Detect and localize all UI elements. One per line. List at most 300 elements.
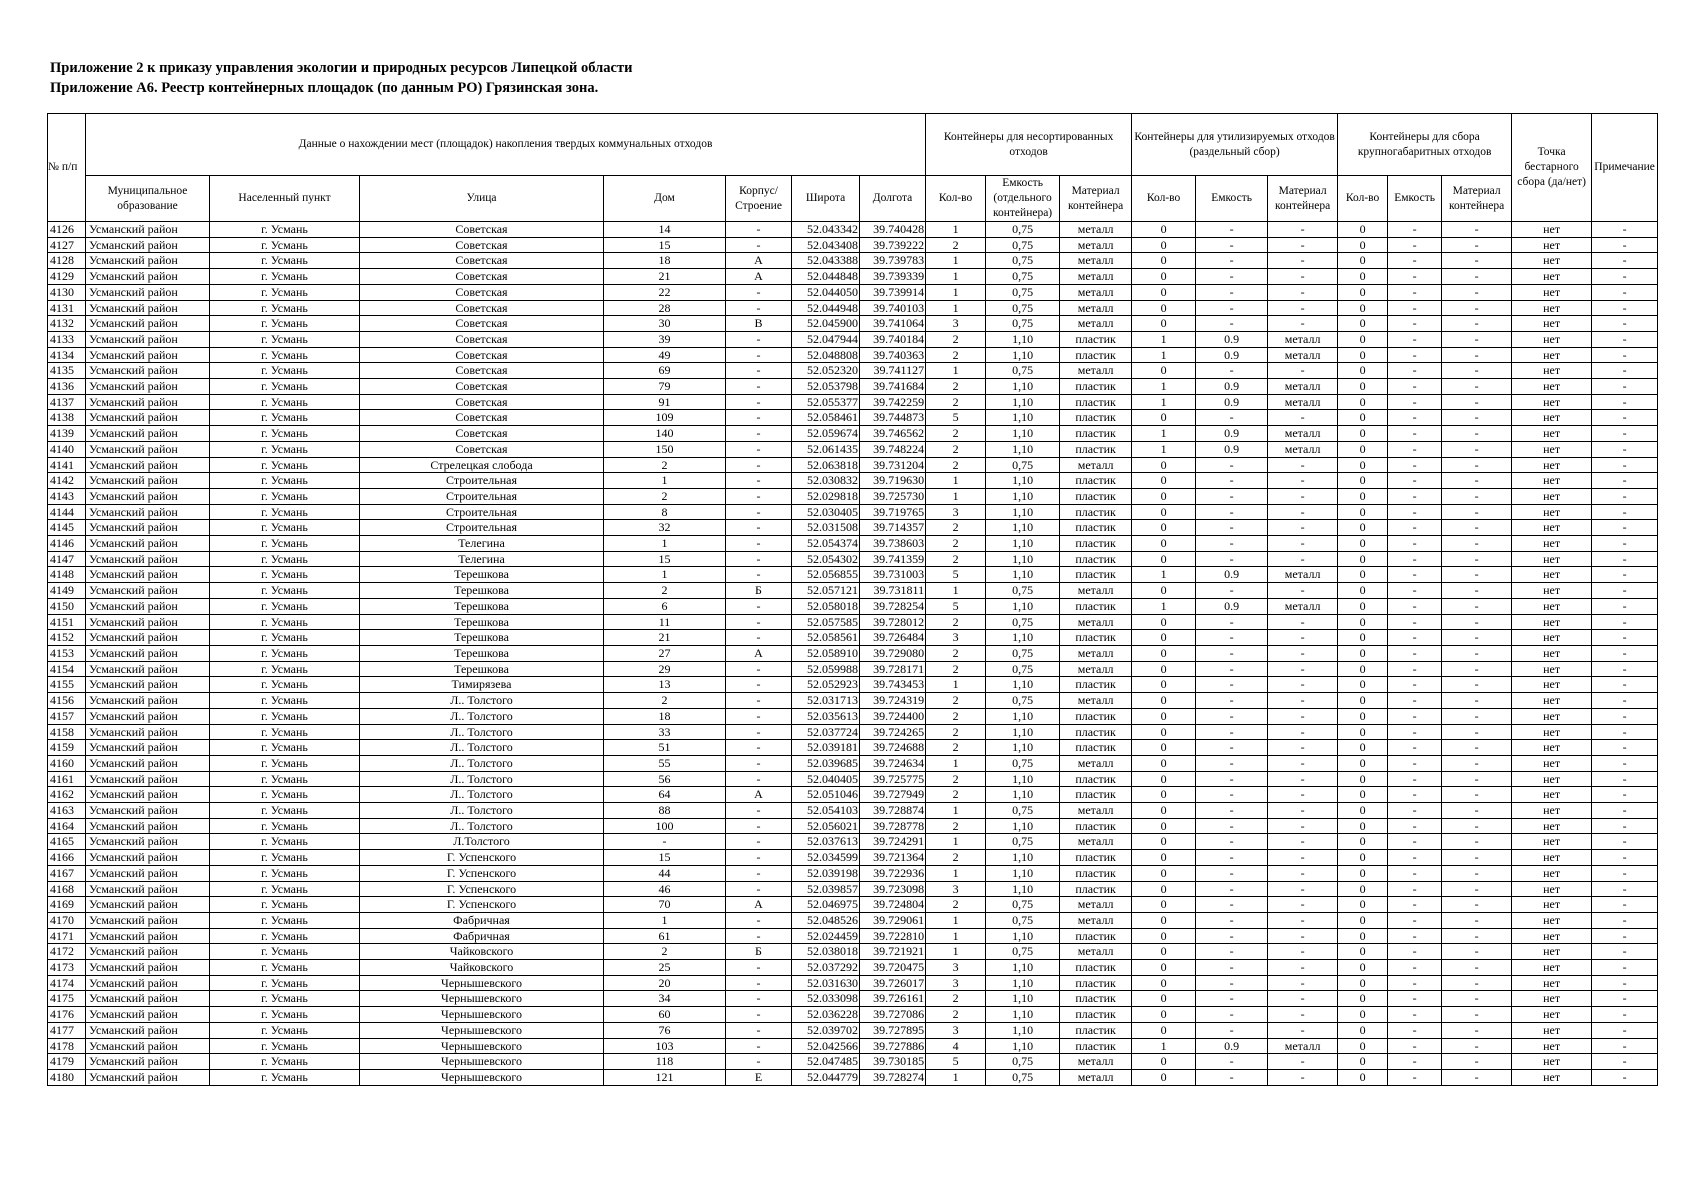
cell-recycled-count: 0	[1132, 881, 1196, 897]
table-row	[48, 426, 1658, 442]
cell-recycled-material: металл	[1268, 331, 1338, 347]
table-row	[48, 677, 1658, 693]
cell-lat: 52.063818	[792, 457, 860, 473]
cell-unsorted-count: 1	[926, 300, 986, 316]
cell-num: 4162	[48, 787, 86, 803]
cell-lon: 39.740184	[860, 331, 926, 347]
cell-num: 4129	[48, 269, 86, 285]
cell-recycled-count: 0	[1132, 316, 1196, 332]
cell-lon: 39.724634	[860, 755, 926, 771]
cell-recycled-material: -	[1268, 771, 1338, 787]
cell-bulky-count: 0	[1338, 771, 1388, 787]
cell-bulky-capacity: -	[1388, 912, 1442, 928]
cell-bulky-count: 0	[1338, 394, 1388, 410]
cell-bulky-material: -	[1442, 598, 1512, 614]
cell-recycled-count: 0	[1132, 473, 1196, 489]
cell-lon: 39.730185	[860, 1054, 926, 1070]
cell-recycled-capacity: 0.9	[1196, 1038, 1268, 1054]
table-row	[48, 912, 1658, 928]
cell-bulky-count: 0	[1338, 708, 1388, 724]
cell-settlement: г. Усмань	[210, 724, 360, 740]
cell-bulky-capacity: -	[1388, 379, 1442, 395]
cell-lon: 39.746562	[860, 426, 926, 442]
cell-lat: 52.039685	[792, 755, 860, 771]
cell-num: 4132	[48, 316, 86, 332]
cell-note: -	[1592, 944, 1658, 960]
table-row	[48, 473, 1658, 489]
cell-note: -	[1592, 881, 1658, 897]
cell-unsorted-capacity: 1,10	[986, 426, 1060, 442]
cell-unsorted-count: 2	[926, 457, 986, 473]
cell-settlement: г. Усмань	[210, 881, 360, 897]
cell-lon: 39.724804	[860, 897, 926, 913]
cell-recycled-count: 0	[1132, 237, 1196, 253]
cell-recycled-count: 0	[1132, 1069, 1196, 1085]
cell-unsorted-capacity: 0,75	[986, 912, 1060, 928]
cell-recycled-capacity: -	[1196, 897, 1268, 913]
cell-lat: 52.039198	[792, 865, 860, 881]
table-row	[48, 331, 1658, 347]
cell-lat: 52.059988	[792, 661, 860, 677]
cell-municipality: Усманский район	[86, 473, 210, 489]
cell-bulky-count: 0	[1338, 661, 1388, 677]
cell-unsorted-material: пластик	[1060, 473, 1132, 489]
cell-bulky-capacity: -	[1388, 661, 1442, 677]
cell-house: 2	[604, 693, 726, 709]
cell-house: 121	[604, 1069, 726, 1085]
cell-building: -	[726, 504, 792, 520]
cell-bulky-material: -	[1442, 630, 1512, 646]
cell-building: А	[726, 897, 792, 913]
cell-recycled-capacity: -	[1196, 645, 1268, 661]
cell-bulky-material: -	[1442, 536, 1512, 552]
cell-recycled-material: -	[1268, 284, 1338, 300]
table-row	[48, 567, 1658, 583]
cell-bulky-count: 0	[1338, 473, 1388, 489]
cell-recycled-count: 0	[1132, 661, 1196, 677]
table-row	[48, 881, 1658, 897]
cell-note: -	[1592, 457, 1658, 473]
cell-bulky-count: 0	[1338, 897, 1388, 913]
cell-bulky-capacity: -	[1388, 457, 1442, 473]
cell-unsorted-capacity: 1,10	[986, 473, 1060, 489]
cell-recycled-material: -	[1268, 897, 1338, 913]
cell-lat: 52.043388	[792, 253, 860, 269]
cell-lon: 39.728171	[860, 661, 926, 677]
cell-unsorted-count: 1	[926, 363, 986, 379]
cell-settlement: г. Усмань	[210, 740, 360, 756]
cell-recycled-count: 0	[1132, 614, 1196, 630]
cell-note: -	[1592, 630, 1658, 646]
cell-lat: 52.052320	[792, 363, 860, 379]
cell-recycled-capacity: -	[1196, 614, 1268, 630]
cell-settlement: г. Усмань	[210, 426, 360, 442]
cell-recycled-material: металл	[1268, 567, 1338, 583]
cell-settlement: г. Усмань	[210, 488, 360, 504]
cell-house: 14	[604, 222, 726, 238]
cell-house: 150	[604, 441, 726, 457]
cell-house: 64	[604, 787, 726, 803]
cell-recycled-material: -	[1268, 740, 1338, 756]
cell-unsorted-capacity: 1,10	[986, 504, 1060, 520]
cell-settlement: г. Усмань	[210, 912, 360, 928]
cell-recycled-capacity: -	[1196, 300, 1268, 316]
cell-lat: 52.052923	[792, 677, 860, 693]
cell-unsorted-material: пластик	[1060, 881, 1132, 897]
cell-recycled-material: -	[1268, 1007, 1338, 1023]
cell-unsorted-count: 3	[926, 630, 986, 646]
cell-settlement: г. Усмань	[210, 551, 360, 567]
cell-recycled-capacity: 0.9	[1196, 426, 1268, 442]
cell-lat: 52.058018	[792, 598, 860, 614]
cell-unsorted-count: 2	[926, 661, 986, 677]
cell-recycled-capacity: -	[1196, 960, 1268, 976]
cell-recycled-material: -	[1268, 755, 1338, 771]
cell-recycled-count: 0	[1132, 912, 1196, 928]
cell-municipality: Усманский район	[86, 1022, 210, 1038]
cell-recycled-capacity: -	[1196, 818, 1268, 834]
cell-container-free: нет	[1512, 269, 1592, 285]
cell-recycled-capacity: -	[1196, 771, 1268, 787]
cell-bulky-material: -	[1442, 1022, 1512, 1038]
cell-settlement: г. Усмань	[210, 269, 360, 285]
cell-num: 4165	[48, 834, 86, 850]
cell-settlement: г. Усмань	[210, 708, 360, 724]
cell-bulky-material: -	[1442, 803, 1512, 819]
cell-bulky-count: 0	[1338, 850, 1388, 866]
cell-bulky-count: 0	[1338, 818, 1388, 834]
table-row	[48, 410, 1658, 426]
cell-house: 39	[604, 331, 726, 347]
cell-house: 18	[604, 253, 726, 269]
cell-municipality: Усманский район	[86, 1069, 210, 1085]
cell-num: 4152	[48, 630, 86, 646]
cell-recycled-material: -	[1268, 975, 1338, 991]
cell-bulky-material: -	[1442, 975, 1512, 991]
header-recycled-material: Материал контейнера	[1268, 176, 1338, 222]
cell-unsorted-count: 1	[926, 253, 986, 269]
cell-container-free: нет	[1512, 473, 1592, 489]
cell-bulky-count: 0	[1338, 928, 1388, 944]
cell-lat: 52.048526	[792, 912, 860, 928]
cell-recycled-material: -	[1268, 614, 1338, 630]
cell-settlement: г. Усмань	[210, 284, 360, 300]
cell-unsorted-material: пластик	[1060, 488, 1132, 504]
cell-house: 140	[604, 426, 726, 442]
table-row	[48, 300, 1658, 316]
cell-recycled-count: 0	[1132, 300, 1196, 316]
cell-unsorted-capacity: 1,10	[986, 536, 1060, 552]
cell-bulky-capacity: -	[1388, 1022, 1442, 1038]
cell-municipality: Усманский район	[86, 237, 210, 253]
cell-house: 109	[604, 410, 726, 426]
cell-street: Советская	[360, 237, 604, 253]
cell-container-free: нет	[1512, 991, 1592, 1007]
cell-street: Телегина	[360, 551, 604, 567]
cell-bulky-material: -	[1442, 740, 1512, 756]
cell-municipality: Усманский район	[86, 614, 210, 630]
cell-recycled-count: 0	[1132, 991, 1196, 1007]
cell-bulky-count: 0	[1338, 379, 1388, 395]
cell-unsorted-capacity: 0,75	[986, 755, 1060, 771]
cell-bulky-material: -	[1442, 457, 1512, 473]
cell-building: -	[726, 331, 792, 347]
cell-num: 4128	[48, 253, 86, 269]
cell-house: 61	[604, 928, 726, 944]
cell-recycled-material: -	[1268, 520, 1338, 536]
cell-lon: 39.714357	[860, 520, 926, 536]
cell-bulky-count: 0	[1338, 441, 1388, 457]
cell-street: Л.. Толстого	[360, 771, 604, 787]
cell-num: 4130	[48, 284, 86, 300]
cell-unsorted-count: 3	[926, 960, 986, 976]
cell-municipality: Усманский район	[86, 897, 210, 913]
cell-note: -	[1592, 598, 1658, 614]
cell-lon: 39.729061	[860, 912, 926, 928]
cell-settlement: г. Усмань	[210, 865, 360, 881]
cell-settlement: г. Усмань	[210, 253, 360, 269]
cell-num: 4144	[48, 504, 86, 520]
cell-bulky-capacity: -	[1388, 928, 1442, 944]
cell-note: -	[1592, 755, 1658, 771]
cell-recycled-material: -	[1268, 960, 1338, 976]
cell-recycled-capacity: -	[1196, 284, 1268, 300]
cell-recycled-count: 0	[1132, 897, 1196, 913]
cell-num: 4172	[48, 944, 86, 960]
cell-bulky-count: 0	[1338, 834, 1388, 850]
cell-recycled-capacity: -	[1196, 237, 1268, 253]
cell-building: -	[726, 1054, 792, 1070]
table-row	[48, 661, 1658, 677]
cell-house: 103	[604, 1038, 726, 1054]
cell-bulky-material: -	[1442, 834, 1512, 850]
cell-building: Б	[726, 583, 792, 599]
cell-unsorted-count: 1	[926, 222, 986, 238]
cell-settlement: г. Усмань	[210, 960, 360, 976]
cell-bulky-count: 0	[1338, 457, 1388, 473]
cell-recycled-capacity: -	[1196, 473, 1268, 489]
cell-note: -	[1592, 975, 1658, 991]
cell-unsorted-count: 2	[926, 536, 986, 552]
cell-num: 4176	[48, 1007, 86, 1023]
cell-note: -	[1592, 803, 1658, 819]
cell-note: -	[1592, 1022, 1658, 1038]
cell-street: Советская	[360, 331, 604, 347]
cell-recycled-count: 0	[1132, 975, 1196, 991]
cell-lon: 39.721921	[860, 944, 926, 960]
cell-bulky-material: -	[1442, 960, 1512, 976]
cell-bulky-count: 0	[1338, 865, 1388, 881]
cell-bulky-capacity: -	[1388, 771, 1442, 787]
cell-num: 4160	[48, 755, 86, 771]
cell-building: -	[726, 991, 792, 1007]
cell-recycled-count: 1	[1132, 347, 1196, 363]
cell-unsorted-material: металл	[1060, 755, 1132, 771]
cell-unsorted-count: 2	[926, 614, 986, 630]
cell-bulky-capacity: -	[1388, 991, 1442, 1007]
cell-bulky-material: -	[1442, 787, 1512, 803]
cell-street: Чернышевского	[360, 975, 604, 991]
cell-note: -	[1592, 363, 1658, 379]
cell-street: Фабричная	[360, 928, 604, 944]
cell-bulky-count: 0	[1338, 598, 1388, 614]
cell-container-free: нет	[1512, 1022, 1592, 1038]
cell-recycled-material: -	[1268, 300, 1338, 316]
cell-building: -	[726, 488, 792, 504]
cell-house: 60	[604, 1007, 726, 1023]
table-row	[48, 269, 1658, 285]
table-row	[48, 771, 1658, 787]
cell-recycled-material: -	[1268, 818, 1338, 834]
cell-lat: 52.047485	[792, 1054, 860, 1070]
cell-municipality: Усманский район	[86, 850, 210, 866]
cell-street: Г. Успенского	[360, 881, 604, 897]
cell-container-free: нет	[1512, 693, 1592, 709]
cell-recycled-material: -	[1268, 708, 1338, 724]
cell-recycled-capacity: -	[1196, 803, 1268, 819]
cell-note: -	[1592, 1007, 1658, 1023]
cell-house: 44	[604, 865, 726, 881]
cell-building: -	[726, 708, 792, 724]
cell-bulky-count: 0	[1338, 284, 1388, 300]
cell-bulky-material: -	[1442, 865, 1512, 881]
table-row	[48, 316, 1658, 332]
cell-unsorted-capacity: 1,10	[986, 724, 1060, 740]
cell-note: -	[1592, 787, 1658, 803]
cell-unsorted-capacity: 1,10	[986, 630, 1060, 646]
cell-lon: 39.722810	[860, 928, 926, 944]
cell-recycled-count: 0	[1132, 284, 1196, 300]
header-bulky-material: Материал контейнера	[1442, 176, 1512, 222]
cell-container-free: нет	[1512, 316, 1592, 332]
cell-bulky-count: 0	[1338, 1038, 1388, 1054]
cell-recycled-count: 0	[1132, 410, 1196, 426]
cell-settlement: г. Усмань	[210, 991, 360, 1007]
cell-municipality: Усманский район	[86, 598, 210, 614]
cell-lon: 39.721364	[860, 850, 926, 866]
cell-lat: 52.056021	[792, 818, 860, 834]
cell-building: -	[726, 693, 792, 709]
cell-unsorted-capacity: 0,75	[986, 269, 1060, 285]
cell-recycled-material: -	[1268, 410, 1338, 426]
cell-bulky-material: -	[1442, 771, 1512, 787]
cell-container-free: нет	[1512, 488, 1592, 504]
cell-unsorted-count: 1	[926, 1069, 986, 1085]
table-row	[48, 708, 1658, 724]
cell-recycled-count: 0	[1132, 818, 1196, 834]
cell-recycled-material: -	[1268, 645, 1338, 661]
cell-bulky-material: -	[1442, 912, 1512, 928]
cell-municipality: Усманский район	[86, 1038, 210, 1054]
cell-unsorted-count: 1	[926, 834, 986, 850]
cell-unsorted-count: 4	[926, 1038, 986, 1054]
cell-num: 4142	[48, 473, 86, 489]
cell-street: Строительная	[360, 488, 604, 504]
cell-recycled-capacity: -	[1196, 881, 1268, 897]
cell-unsorted-capacity: 1,10	[986, 850, 1060, 866]
cell-recycled-capacity: 0.9	[1196, 598, 1268, 614]
cell-municipality: Усманский район	[86, 991, 210, 1007]
cell-note: -	[1592, 740, 1658, 756]
cell-recycled-count: 0	[1132, 724, 1196, 740]
cell-lon: 39.728254	[860, 598, 926, 614]
cell-bulky-capacity: -	[1388, 1007, 1442, 1023]
cell-street: Чайковского	[360, 944, 604, 960]
cell-house: 91	[604, 394, 726, 410]
cell-bulky-material: -	[1442, 300, 1512, 316]
cell-bulky-count: 0	[1338, 614, 1388, 630]
cell-bulky-count: 0	[1338, 426, 1388, 442]
cell-building: -	[726, 1022, 792, 1038]
cell-num: 4150	[48, 598, 86, 614]
cell-bulky-material: -	[1442, 850, 1512, 866]
cell-unsorted-material: металл	[1060, 1054, 1132, 1070]
cell-recycled-material: -	[1268, 850, 1338, 866]
cell-bulky-material: -	[1442, 677, 1512, 693]
cell-lon: 39.719630	[860, 473, 926, 489]
cell-lat: 52.038018	[792, 944, 860, 960]
cell-bulky-material: -	[1442, 693, 1512, 709]
cell-lon: 39.724319	[860, 693, 926, 709]
cell-unsorted-capacity: 0,75	[986, 316, 1060, 332]
cell-municipality: Усманский район	[86, 677, 210, 693]
cell-municipality: Усманский район	[86, 551, 210, 567]
cell-recycled-capacity: -	[1196, 457, 1268, 473]
cell-bulky-material: -	[1442, 1069, 1512, 1085]
cell-municipality: Усманский район	[86, 865, 210, 881]
cell-container-free: нет	[1512, 834, 1592, 850]
cell-unsorted-material: пластик	[1060, 426, 1132, 442]
cell-recycled-count: 0	[1132, 269, 1196, 285]
cell-unsorted-material: пластик	[1060, 410, 1132, 426]
cell-house: 21	[604, 630, 726, 646]
cell-note: -	[1592, 1069, 1658, 1085]
cell-lat: 52.058910	[792, 645, 860, 661]
cell-bulky-material: -	[1442, 394, 1512, 410]
cell-bulky-capacity: -	[1388, 881, 1442, 897]
cell-municipality: Усманский район	[86, 912, 210, 928]
cell-house: 18	[604, 708, 726, 724]
cell-bulky-count: 0	[1338, 567, 1388, 583]
cell-bulky-capacity: -	[1388, 630, 1442, 646]
cell-unsorted-material: металл	[1060, 897, 1132, 913]
table-row	[48, 1022, 1658, 1038]
cell-num: 4138	[48, 410, 86, 426]
cell-recycled-count: 0	[1132, 944, 1196, 960]
cell-unsorted-capacity: 1,10	[986, 410, 1060, 426]
cell-unsorted-material: металл	[1060, 944, 1132, 960]
cell-note: -	[1592, 771, 1658, 787]
cell-bulky-material: -	[1442, 363, 1512, 379]
cell-street: Терешкова	[360, 614, 604, 630]
cell-container-free: нет	[1512, 975, 1592, 991]
cell-unsorted-material: металл	[1060, 253, 1132, 269]
cell-recycled-capacity: -	[1196, 222, 1268, 238]
cell-container-free: нет	[1512, 803, 1592, 819]
cell-bulky-capacity: -	[1388, 803, 1442, 819]
cell-bulky-capacity: -	[1388, 834, 1442, 850]
cell-unsorted-capacity: 1,10	[986, 960, 1060, 976]
cell-settlement: г. Усмань	[210, 410, 360, 426]
cell-lat: 52.044948	[792, 300, 860, 316]
cell-bulky-capacity: -	[1388, 520, 1442, 536]
cell-building: -	[726, 881, 792, 897]
cell-unsorted-count: 3	[926, 975, 986, 991]
cell-lat: 52.029818	[792, 488, 860, 504]
cell-bulky-capacity: -	[1388, 316, 1442, 332]
cell-bulky-count: 0	[1338, 363, 1388, 379]
cell-container-free: нет	[1512, 740, 1592, 756]
